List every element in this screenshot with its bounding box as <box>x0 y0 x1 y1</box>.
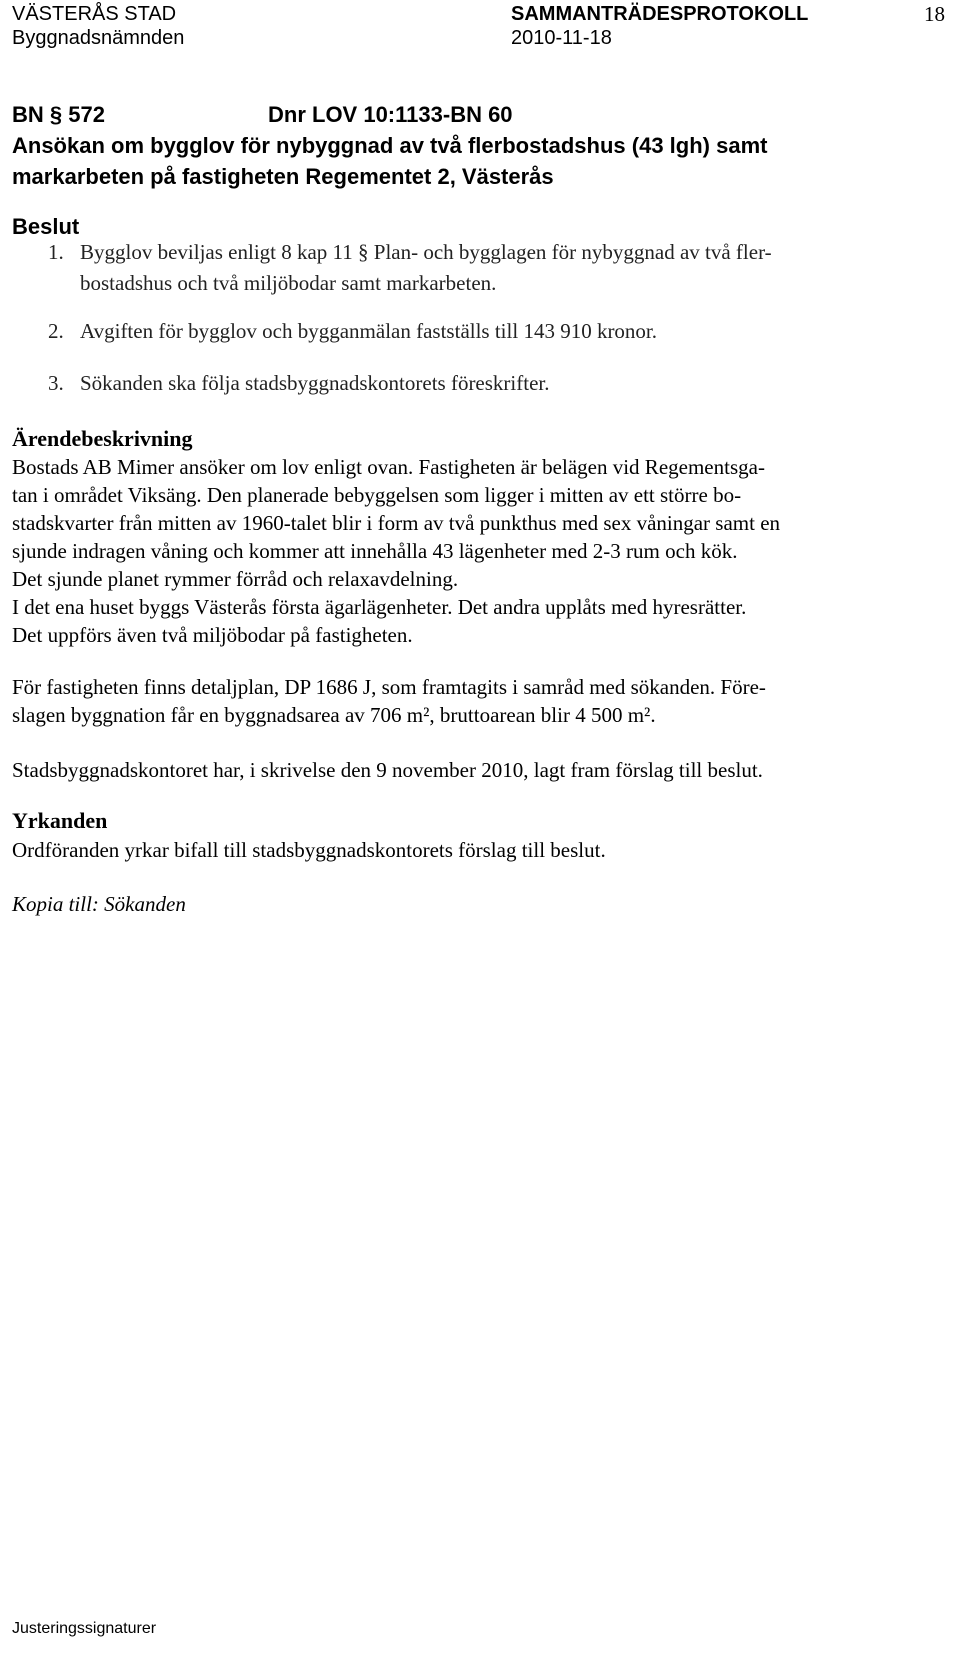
paragraph-line: slagen byggnation får en byggnadsarea av 706 m², bruttoarean blir 4 500 m². <box>12 703 656 727</box>
yrkanden-heading: Yrkanden <box>12 808 108 833</box>
decision-text-line: bostadshus och två miljöbodar samt markarbeten. <box>80 271 497 295</box>
item-title-line-1: Ansökan om bygglov för nybyggnad av två flerbostadshus (43 lgh) samt <box>12 133 768 158</box>
paragraph-line: Bostads AB Mimer ansöker om lov enligt ovan. Fastigheten är belägen vid Regementsga- <box>12 455 765 479</box>
paragraph-line: stadskvarter från mitten av 1960-talet blir i form av två punkthus med sex våningar samt en <box>12 511 781 535</box>
header-doc-type: SAMMANTRÄDESPROTOKOLL <box>511 3 809 25</box>
decision-text-line: Bygglov beviljas enligt 8 kap 11 § Plan- och bygglagen för nybyggnad av två fler- <box>80 240 772 264</box>
item-number: BN § 572 <box>12 102 105 127</box>
paragraph-line: sjunde indragen våning och kommer att innehålla 43 lägenheter med 2-3 rum och kök. <box>12 539 738 563</box>
header-date: 2010-11-18 <box>511 27 612 49</box>
decision-text-line: Avgiften för bygglov och bygganmälan fastställs till 143 910 kronor. <box>80 319 658 343</box>
decision-point-1 <box>48 237 928 299</box>
decision-point-3 <box>48 368 928 399</box>
decision-point-2 <box>48 316 928 347</box>
footer-label: Justeringssignaturer <box>12 1620 157 1637</box>
paragraph-line: Stadsbyggnadskontoret har, i skrivelse den 9 november 2010, lagt fram förslag till beslut. <box>12 758 763 782</box>
arendebeskrivning-paragraph-2 <box>12 673 942 729</box>
decision-text-line: Sökanden ska följa stadsbyggnadskontorets föreskrifter. <box>80 371 550 395</box>
decision-number: 1. <box>48 240 64 264</box>
kopia-line: Kopia till: Sökanden <box>12 892 186 916</box>
paragraph-line: Det sjunde planet rymmer förråd och relaxavdelning. <box>12 567 459 591</box>
item-title-line-2: markarbeten på fastigheten Regementet 2, Västerås <box>12 164 554 189</box>
arendebeskrivning-paragraph-1 <box>12 453 942 649</box>
yrkanden-text: Ordföranden yrkar bifall till stadsbyggnadskontorets förslag till beslut. <box>12 838 606 862</box>
item-dnr: Dnr LOV 10:1133-BN 60 <box>268 102 513 127</box>
paragraph-line: I det ena huset byggs Västerås första ägarlägenheter. Det andra upplåts med hyresrätter. <box>12 595 747 619</box>
paragraph-line: För fastigheten finns detaljplan, DP 1686 J, som framtagits i samråd med sökanden. Före- <box>12 675 766 699</box>
header-committee: Byggnadsnämnden <box>12 27 185 49</box>
beslut-heading: Beslut <box>12 214 80 239</box>
paragraph-line: Det uppförs även två miljöbodar på fastigheten. <box>12 623 413 647</box>
header-org: VÄSTERÅS STAD <box>12 3 177 25</box>
page-number: 18 <box>924 2 945 26</box>
decision-number: 2. <box>48 319 64 343</box>
paragraph-line: tan i området Viksäng. Den planerade bebyggelsen som ligger i mitten av ett större bo- <box>12 483 742 507</box>
arendebeskrivning-paragraph-3 <box>12 756 942 784</box>
decision-number: 3. <box>48 371 64 395</box>
arendebeskrivning-heading: Ärendebeskrivning <box>12 426 193 451</box>
